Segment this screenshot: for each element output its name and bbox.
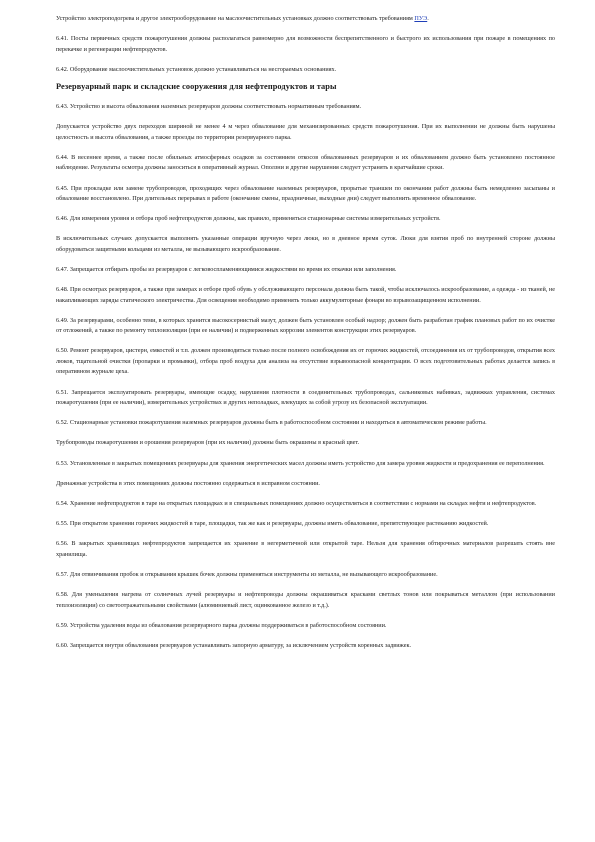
paragraph: 6.48. При осмотрах резервуаров, а также при замерах и отборе проб обувь у обслуживающего персонала должна быть такой, чтобы исключалось искрообразование, а одежда - из тканей, не накапливающих заряды статического электричества. Для освещения необходимо применять только аккумуляторные фонари во взрывозащищенном исполнении. <box>56 286 555 304</box>
paragraph: 6.55. При открытом хранении горючих жидкостей в таре, площадки, так же как и резервуары, должны иметь обвалование, препятствующее растеканию жидкостей. <box>56 520 489 528</box>
paragraph-6-41: 6.41. Посты первичных средств пожаротушения должны располагаться равномерно для возможности беспрепятственного и быстрого их использования при пожаре в помещениях по перекачке и регенерации нефтепродуктов. <box>56 35 555 53</box>
paragraph: Дренажные устройства в этих помещениях должны постоянно содержаться в исправном состоянии. <box>56 479 320 487</box>
section-heading: Резервуарный парк и складские сооружения для нефтепродуктов и тары <box>56 82 337 92</box>
intro-tail: . <box>427 15 429 22</box>
paragraph: В исключительных случаях допускается выполнять указанные операции вручную через люки, но в дневное время суток. Люки для взятия проб по внутренней стороне должны оборудоваться защитными кольцами из металла, не вызывающего искрообразование. <box>56 235 555 253</box>
paragraph: 6.45. При прокладке или замене трубопроводов, проходящих через обвалование наземных резервуаров, прорытые траншеи по окончании работ должны быть немедленно засыпаны и обвалование восстановлено. При длительных перерывах в работе (окончание смены, праздничные, выходные дни) следует выполнить временное обвалование. <box>56 184 555 203</box>
paragraph: 6.50. Ремонт резервуаров, цистерн, емкостей и т.п. должен производиться только после полного освобождения их от горючих жидкостей, отсоединения их от трубопроводов, открытия всех люков, тщательной очистки (пропарки и промывки), отбора проб воздуха для анализа на отсутствие взрывоопасной концентрации. О всех подготовительных работах делается запись в оперативном журнале цеха. <box>56 347 555 376</box>
paragraph: 6.60. Запрещается внутри обвалования резервуаров устанавливать запорную арматуру, за исключением устройств коренных задвижек. <box>56 641 412 649</box>
paragraph: 6.56. В закрытых хранилищах нефтепродуктов запрещается их хранение в негерметичной или открытой таре. Нельзя для хранения обтирочных материалов разрешать стоять вне хранилища. <box>56 540 555 558</box>
paragraph: 6.44. В весеннее время, а также после обильных атмосферных осадков за состоянием откосов обвалованных резервуаров и их обвалованием должно быть установлено постоянное наблюдение. Результаты осмотра должны заноситься в оперативный журнал. Оползни и другие нарушения следует устранять в кратчайшие сроки. <box>56 154 555 172</box>
paragraph: Допускается устройство двух переходов шириной не менее 4 м через обвалование для механизированных средств пожаротушения. При их выполнении не должны быть нарушены целостность и высота обвалования, а также проезды по территории резервуарного парка. <box>56 123 555 141</box>
paragraph: 6.47. Запрещается отбирать пробы из резервуаров с легковоспламеняющимися жидкостями во время их откачки или заполнения. <box>56 266 397 274</box>
paragraph: 6.54. Хранение нефтепродуктов в таре на открытых площадках и в специальных помещениях должно осуществляться в соответствии с нормами на складах нефти и нефтепродуктов. <box>56 499 537 507</box>
paragraph: 6.52. Стационарные установки пожаротушения наземных резервуаров должны быть в работоспособном состоянии и находиться в автоматическом режиме работы. <box>56 419 487 427</box>
paragraph: 6.43. Устройство и высота обвалования наземных резервуаров должны соответствовать нормативным требованиям. <box>56 103 362 111</box>
paragraph: 6.59. Устройства удаления воды из обвалования резервуарного парка должны поддерживаться в работоспособном состоянии. <box>56 621 387 629</box>
paragraph: 6.49. За резервуарами, особенно теми, в которых хранится высокосернистый мазут, должен быть установлен особый надзор; должен быть разработан график плановых работ по их очистке от отложений, а также по ремонту теплоизоляции (при ее наличии) и подверженных коррозии элементов конструкции этих резервуаров. <box>56 316 555 335</box>
intro-text: Устройство электроподогрева и другое электрооборудование на маслоочистительных установках должно соответствовать требованиям <box>56 15 413 22</box>
paragraph: 6.57. Для отвинчивания пробок и открывания крышек бочек должны применяться инструменты из металла, не вызывающего искрообразование. <box>56 570 438 578</box>
paragraph: 6.51. Запрещается эксплуатировать резервуары, имеющие осадку, нарушения плотности в соединительных трубопроводах, сальниковых набивках, задвижках управления, системах пожаротушения (при ее наличии), измерительных устройствах и других неполадках, влекущих за собой угрозу их безопасной эксплуатации. <box>56 388 555 406</box>
paragraph-6-42: 6.42. Оборудование маслоочистительных установок должно устанавливаться на несгораемых основаниях. <box>56 65 337 73</box>
intro-paragraph <box>56 14 555 24</box>
paragraph: 6.46. Для измерения уровня и отбора проб нефтепродуктов должны, как правило, применяться стационарные системы измерительных устройств. <box>56 215 441 223</box>
paragraph: 6.58. Для уменьшения нагрева от солнечных лучей резервуары и нефтепроводы должны окрашиваться красками светлых тонов или покрываться металлом (при использовании теплоизоляции) со светоотражательными свойствами (алюминиевый лист, оцинкованное железо и т.д.). <box>56 591 555 609</box>
pue-link[interactable]: ПУЭ <box>414 15 428 22</box>
paragraph: 6.53. Установленные в закрытых помещениях резервуары для хранения энергетических масел должны иметь устройство для замера уровня жидкости и предохранения ее переполнения. <box>56 459 545 467</box>
paragraph: Трубопроводы пожаротушения и орошения резервуаров (при их наличии) должны быть окрашены в красный цвет. <box>56 439 360 447</box>
